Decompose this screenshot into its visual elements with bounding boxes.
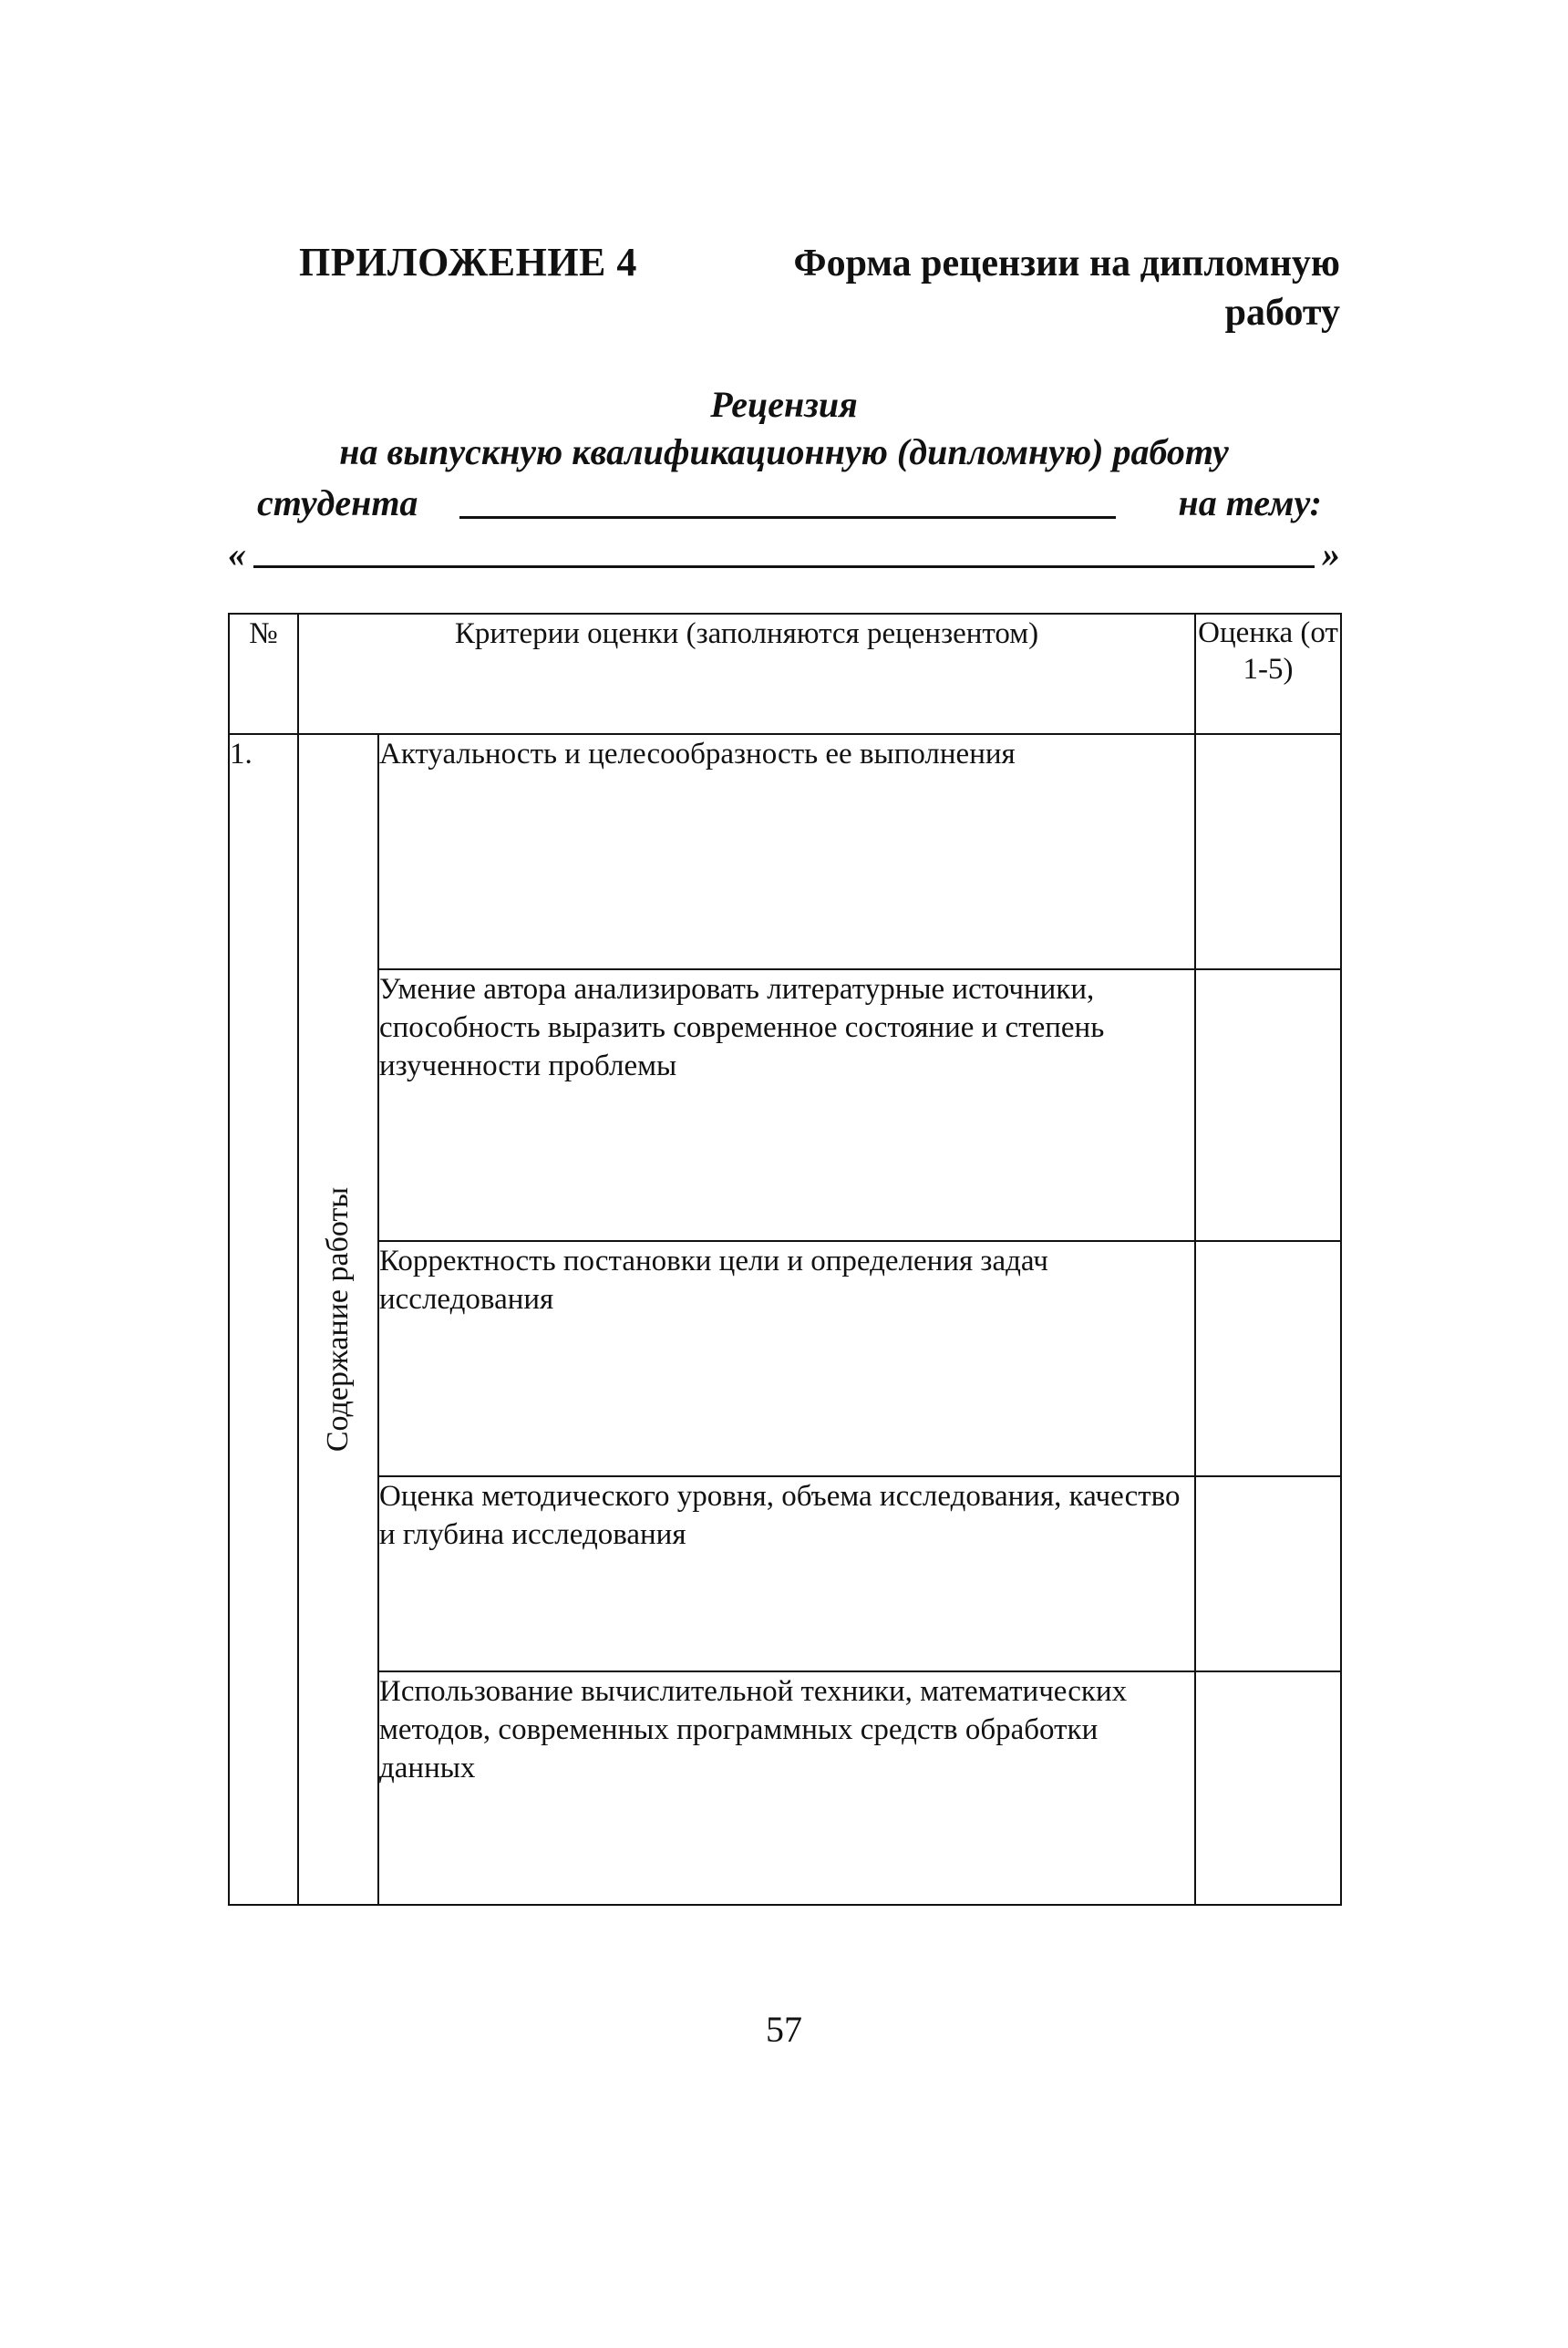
score-cell[interactable] — [1195, 734, 1341, 969]
criterion-text: Умение автора анализировать литературные источники, способность выразить современное состояние и степень изученности проблемы — [378, 969, 1195, 1241]
criterion-text: Использование вычислительной техники, математических методов, современных программных средств обработки данных — [378, 1671, 1195, 1905]
category-cell — [298, 734, 378, 1905]
criterion-text: Корректность постановки цели и определения задач исследования — [378, 1241, 1195, 1476]
close-quote: » — [1322, 533, 1340, 574]
form-title-line2: работу — [1224, 292, 1340, 334]
student-line — [257, 481, 1322, 527]
criterion-text: Актуальность и целесообразность ее выполнения — [378, 734, 1195, 969]
topic-label: на тему: — [1178, 482, 1322, 523]
table-row — [229, 734, 1341, 969]
topic-line — [228, 533, 1340, 578]
student-name-blank[interactable] — [459, 516, 1116, 519]
header-score: Оценка (от 1-5) — [1195, 614, 1341, 734]
criteria-table — [228, 613, 1342, 1906]
header-number: № — [229, 614, 298, 734]
header-criteria: Критерии оценки (заполняются рецензентом) — [298, 614, 1195, 734]
form-title — [702, 239, 1340, 337]
table-row — [229, 1241, 1341, 1476]
category-label: Содержание работы — [321, 1186, 355, 1453]
review-title: Рецензия — [710, 384, 858, 425]
form-title-line1: Форма рецензии на дипломную — [793, 243, 1340, 284]
score-cell[interactable] — [1195, 1241, 1341, 1476]
table-header-row — [229, 614, 1341, 734]
table-row — [229, 1671, 1341, 1905]
review-subtitle: на выпускную квалификационную (дипломную) работу — [339, 431, 1229, 472]
score-cell[interactable] — [1195, 1476, 1341, 1671]
criterion-text: Оценка методического уровня, объема исследования, качество и глубина исследования — [378, 1476, 1195, 1671]
score-cell[interactable] — [1195, 969, 1341, 1241]
table-row — [229, 1476, 1341, 1671]
student-label: студента — [257, 482, 418, 523]
appendix-label: ПРИЛОЖЕНИЕ 4 — [299, 240, 637, 284]
topic-blank[interactable] — [253, 565, 1315, 568]
score-cell[interactable] — [1195, 1671, 1341, 1905]
open-quote: « — [228, 533, 246, 574]
row-number: 1. — [229, 734, 298, 1905]
table-row — [229, 969, 1341, 1241]
page-number: 57 — [766, 2009, 802, 2050]
